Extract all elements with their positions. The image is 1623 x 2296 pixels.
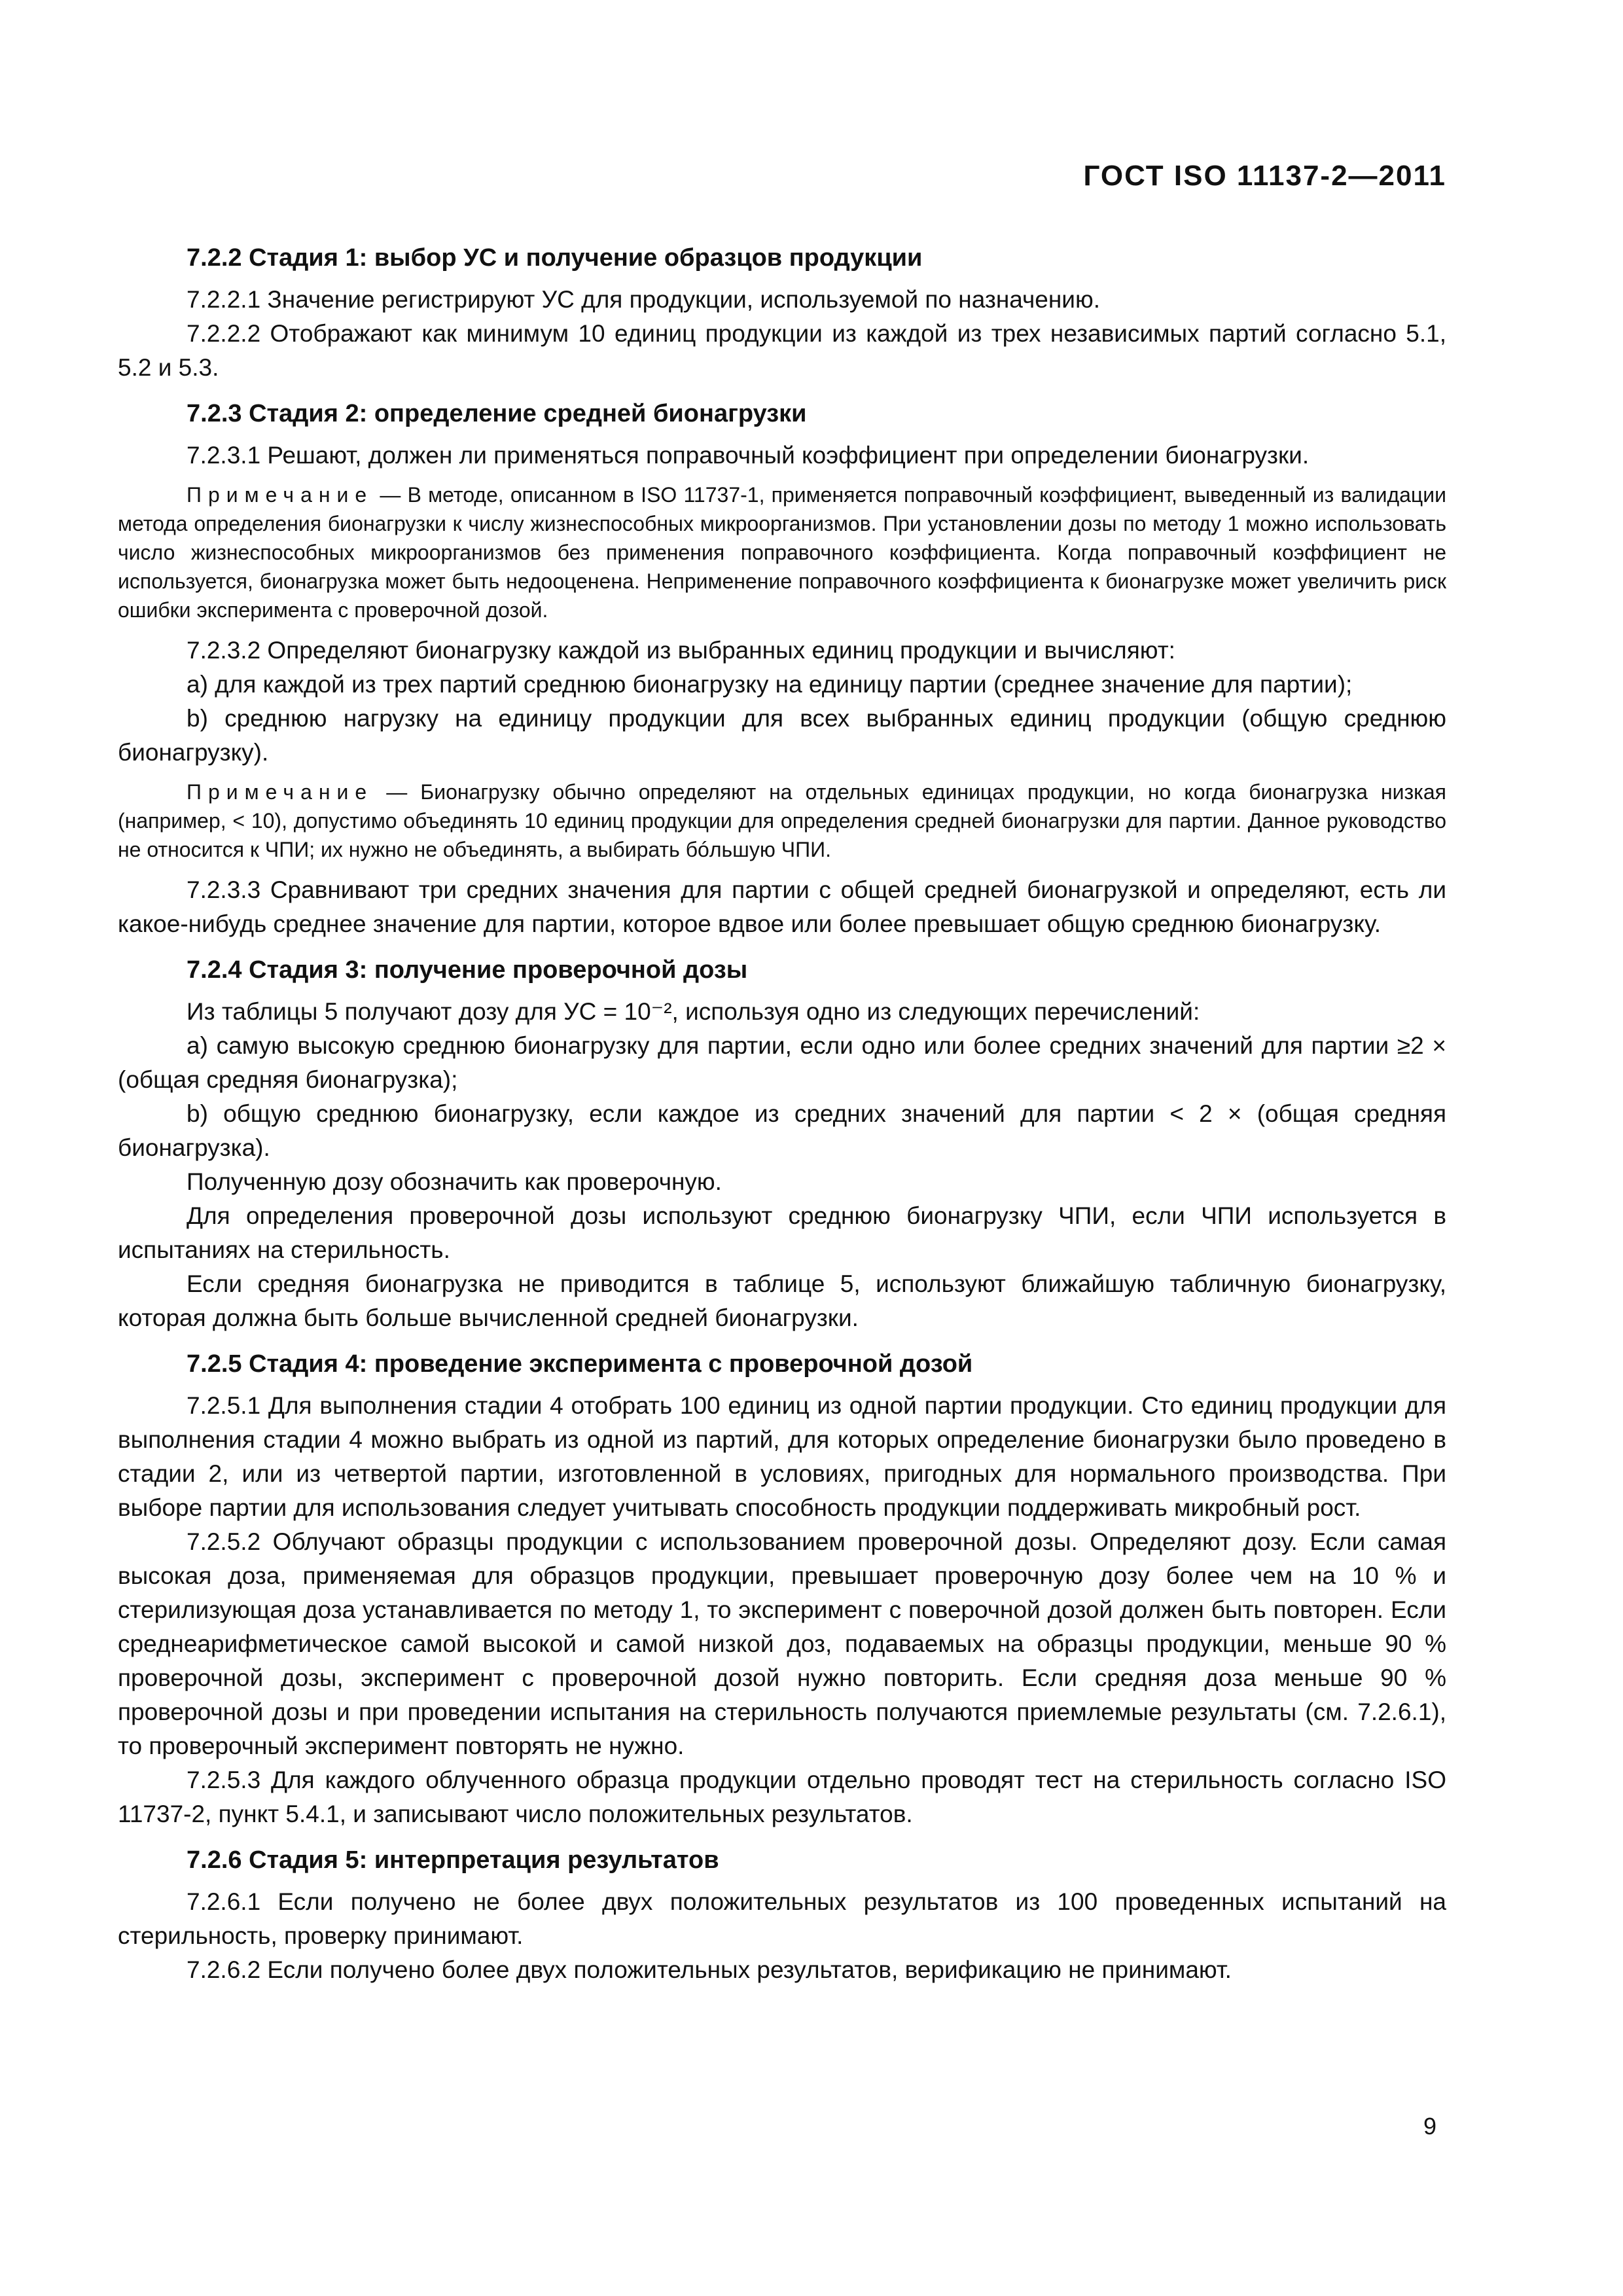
note-1-label: Примечание [187, 483, 374, 507]
list-item-b: b) среднюю нагрузку на единицу продукции для всех выбранных единиц продукции (общую среднюю бионагрузку). [118, 705, 1446, 766]
paragraph-7-2-4-intro: Из таблицы 5 получают дозу для УС = 10⁻², используя одно из следующих перечислений: [187, 998, 1200, 1025]
note-2 [118, 778, 1446, 864]
paragraph-7-2-2-1: 7.2.2.1 Значение регистрируют УС для продукции, используемой по назначению. [187, 286, 1101, 313]
paragraph-7-2-3-1: 7.2.3.1 Решают, должен ли применяться поправочный коэффициент при определении бионагрузки. [187, 442, 1310, 469]
paragraph-7-2-2-2: 7.2.2.2 Отображают как минимум 10 единиц продукции из каждой из трех независимых партий согласно 5.1, 5.2 и 5.3. [118, 320, 1446, 381]
list-item-b: b) общую среднюю бионагрузку, если каждое из средних значений для партии < 2 × (общая средняя бионагрузка). [118, 1100, 1446, 1161]
note-2-label: Примечание [187, 780, 374, 804]
paragraph-7-2-6-2: 7.2.6.2 Если получено более двух положительных результатов, верификацию не принимают. [187, 1956, 1232, 1983]
paragraph-7-2-5-2: 7.2.5.2 Облучают образцы продукции с использованием проверочной дозы. Определяют дозу. Если самая высокая доза, применяемая для образцов продукции, превышает проверочную дозу более чем на 10 % и стерилизующая доза устанавливается по методу 1, то эксперимент с поверочной дозой должен быть повторен. Если среднеарифметическое самой высокой и самой низкой доз, подаваемых на образцы продукции, меньше 90 % проверочной дозы, эксперимент с проверочной дозой нужно повторить. Если средняя доза меньше 90 % проверочной дозы и при проведении испытания на стерильность получаются приемлемые результаты (см. 7.2.6.1), то проверочный эксперимент повторять не нужно. [118, 1528, 1446, 1759]
paragraph-7-2-4-dose: Полученную дозу обозначить как проверочную. [187, 1168, 722, 1195]
list-item-a: a) для каждой из трех партий среднюю бионагрузку на единицу партии (среднее значение для партии); [187, 671, 1353, 698]
document-header: ГОСТ ISO 11137-2—2011 [1083, 160, 1446, 192]
note-1-text: — В методе, описанном в ISO 11737-1, применяется поправочный коэффициент, выведенный из валидации метода определения бионагрузки к числу жизнеспособных микроорганизмов. При установлении дозы по методу 1 можно использовать число жизнеспособных микроорганизмов без применения поправочного коэффициента. Когда поправочный коэффициент не используется, бионагрузка может быть недооценена. Неприменение поправочного коэффициента к бионагрузке может увеличить риск ошибки эксперимента с проверочной дозой. [118, 483, 1446, 622]
section-7-2-4-title: 7.2.4 Стадия 3: получение проверочной дозы [187, 956, 748, 984]
section-7-2-6-title: 7.2.6 Стадия 5: интерпретация результатов [187, 1846, 719, 1874]
note-1 [118, 480, 1446, 624]
paragraph-7-2-5-1: 7.2.5.1 Для выполнения стадии 4 отобрать 100 единиц из одной партии продукции. Сто единиц продукции для выполнения стадии 4 можно выбрать из одной из партий, для которых определение бионагрузки было проведено в стадии 2, или из четвертой партии, изготовленной в условиях, пригодных для нормального производства. При выборе партии для использования следует учитывать способность продукции поддерживать микробный рост. [118, 1392, 1446, 1521]
page-number: 9 [1423, 2113, 1436, 2140]
paragraph-7-2-6-1: 7.2.6.1 Если получено не более двух положительных результатов из 100 проведенных испытаний на стерильность, проверку принимают. [118, 1888, 1446, 1949]
document-body [118, 229, 1446, 1987]
section-7-2-5-title: 7.2.5 Стадия 4: проведение эксперимента с проверочной дозой [187, 1350, 973, 1378]
note-2-text: — Бионагрузку обычно определяют на отдельных единицах продукции, но когда бионагрузка низкая (например, < 10), допустимо объединять 10 единиц продукции для определения средней бионагрузки для партии. Данное руководство не относится к ЧПИ; их нужно не объединять, а выбирать бóльшую ЧПИ. [118, 780, 1446, 861]
list-item-a: a) самую высокую среднюю бионагрузку для партии, если одно или более средних значений для партии ≥2 × (общая средняя бионагрузка); [118, 1032, 1446, 1093]
paragraph-7-2-4-cpi: Для определения проверочной дозы используют среднюю бионагрузку ЧПИ, если ЧПИ используется в испытаниях на стерильность. [118, 1202, 1446, 1263]
paragraph-7-2-3-2: 7.2.3.2 Определяют бионагрузку каждой из выбранных единиц продукции и вычисляют: [187, 637, 1175, 664]
paragraph-7-2-3-3: 7.2.3.3 Сравнивают три средних значения для партии с общей средней бионагрузкой и определяют, есть ли какое-нибудь среднее значение для партии, которое вдвое или более превышает общую среднюю бионагрузку. [118, 876, 1446, 937]
section-7-2-3-title: 7.2.3 Стадия 2: определение средней бионагрузки [187, 400, 807, 427]
paragraph-7-2-4-table: Если средняя бионагрузка не приводится в таблице 5, используют ближайшую табличную бионагрузку, которая должна быть больше вычисленной средней бионагрузки. [118, 1270, 1446, 1331]
paragraph-7-2-5-3: 7.2.5.3 Для каждого облученного образца продукции отдельно проводят тест на стерильность согласно ISO 11737-2, пункт 5.4.1, и записывают число положительных результатов. [118, 1767, 1446, 1827]
section-7-2-2-title: 7.2.2 Стадия 1: выбор УС и получение образцов продукции [187, 244, 923, 272]
